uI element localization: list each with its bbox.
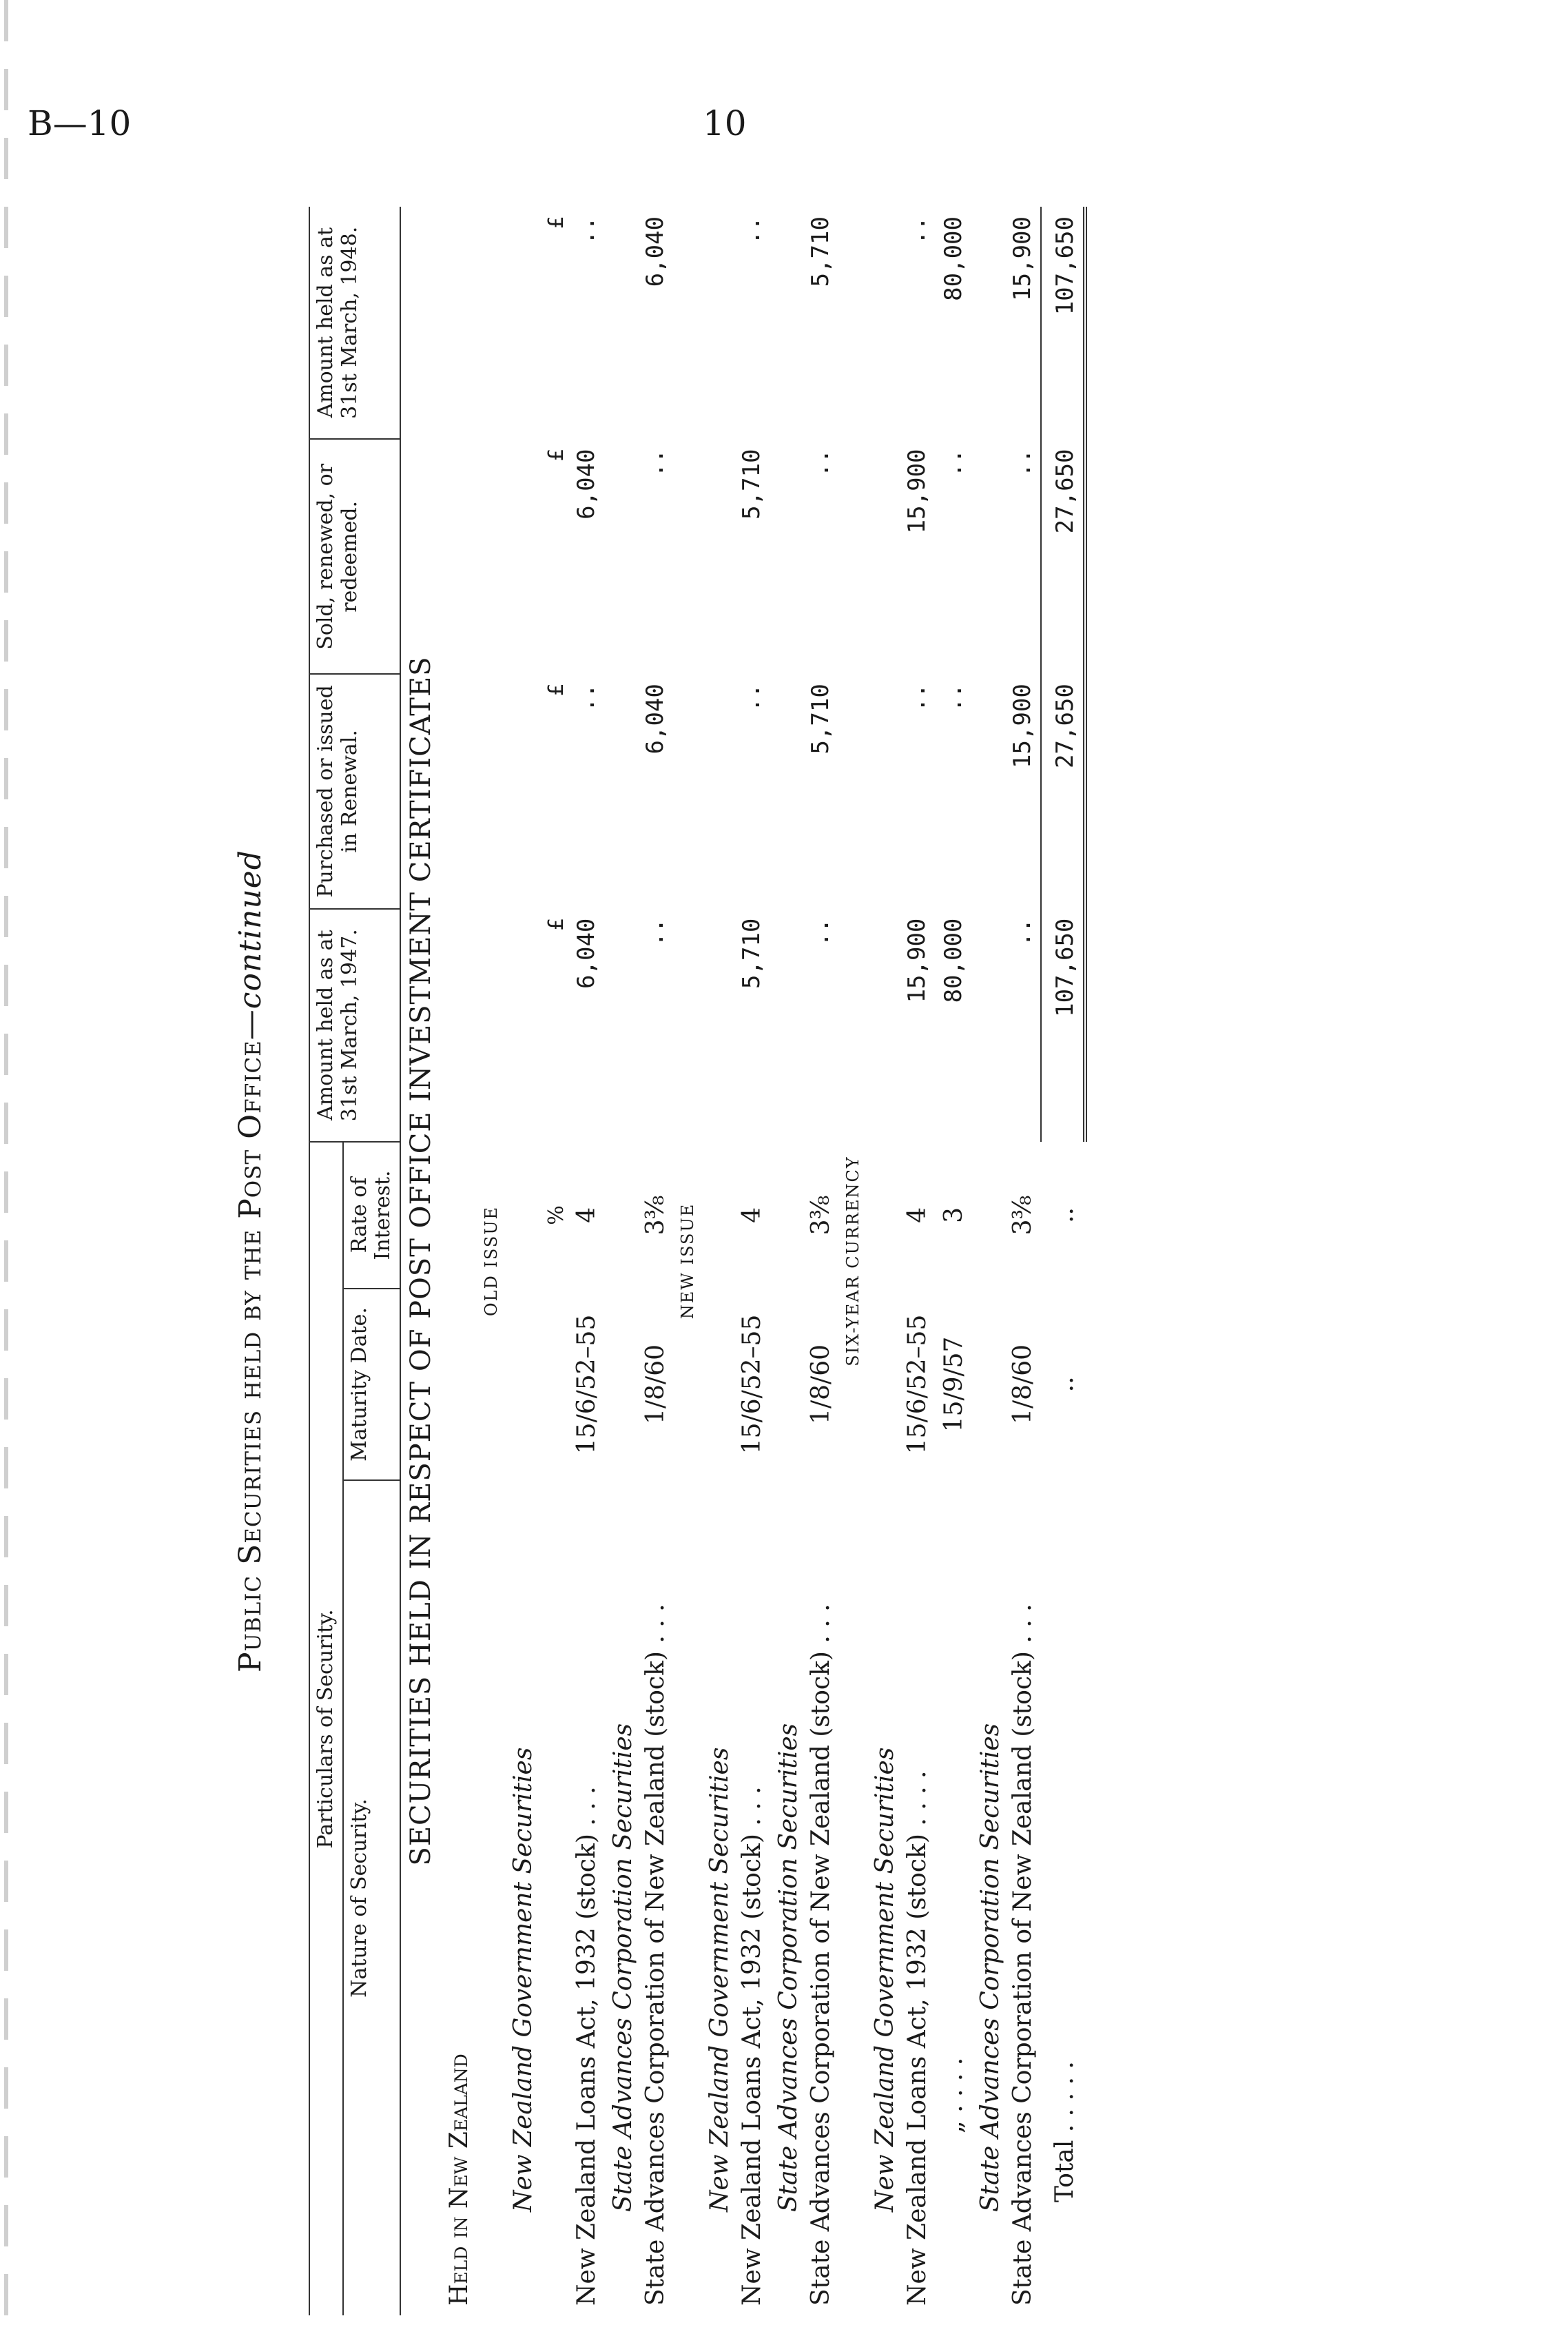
particulars-header: Particulars of Security.: [309, 1142, 343, 2315]
rotated-table-region: [233, 207, 1280, 2315]
issue-heading-six-year: SIX-YEAR CURRENCY: [843, 1156, 863, 1366]
page-edge: [4, 0, 8, 2325]
page-number: 10: [703, 103, 747, 143]
table-row: New Zealand Loans Act, 1932 (stock) . . . . 15/6/52–55 4 15,900 .. 15,900 ..: [902, 216, 931, 2306]
table-row: New Zealand Loans Act, 1932 (stock) . . . 15/6/52–55 4 6,040 .. 6,040 ..: [572, 216, 601, 2306]
issue-heading-new: NEW ISSUE: [677, 1202, 697, 1320]
page-reference: B—10: [28, 103, 132, 143]
nature-header: Nature of Security.: [343, 1480, 400, 2315]
total-held-1948: 107,650: [1041, 207, 1085, 439]
table-title: Public Securities held by the Post Office—continued: [233, 850, 268, 1672]
held-1947-header: Amount held as at 31st March, 1947.: [309, 909, 400, 1142]
total-purchased: 27,650: [1041, 674, 1085, 908]
securities-table: [309, 207, 1087, 2315]
table-row: New Zealand Loans Act, 1932 (stock) . . . 15/6/52–55 4 5,710 .. 5,710 ..: [737, 216, 766, 2306]
table-row: State Advances Corporation of New Zealand (stock) . . . 1/8/60 3⅜ .. 6,040 .. 6,040: [641, 216, 670, 2306]
total-sold: 27,650: [1041, 439, 1085, 674]
issue-heading-old: OLD ISSUE: [481, 1205, 501, 1317]
rate-header: Rate of Interest.: [343, 1142, 400, 1289]
category-row: New Zealand Government Securities: [705, 1747, 734, 2212]
category-row: New Zealand Government Securities: [508, 1747, 537, 2212]
sold-header: Sold, renewed, or redeemed.: [309, 439, 400, 674]
maturity-header: Maturity Date.: [343, 1289, 400, 1480]
section-heading: SECURITIES HELD IN RESPECT OF POST OFFICE INVESTMENT CERTIFICATES: [404, 656, 437, 1866]
table-row: „ . . . . 15/9/57 3 80,000 .. .. 80,000: [939, 216, 968, 2133]
category-row: State Advances Corporation Securities: [774, 1723, 803, 2212]
total-held-1947: 107,650: [1041, 909, 1085, 1142]
page-header: [28, 103, 1529, 158]
subsection-heading: Held in New Zealand: [444, 2053, 473, 2306]
purchased-header: Purchased or issued in Renewal.: [309, 674, 400, 908]
table-row: State Advances Corporation of New Zealand (stock) . . . 1/8/60 3⅜ .. 15,900 .. 15,900: [1008, 216, 1037, 2306]
held-1948-header: Amount held as at 31st March, 1948.: [309, 207, 400, 439]
category-row: State Advances Corporation Securities: [976, 1723, 1004, 2212]
total-row: Total . . . . . .. .. 107,650 27,650 27,650 107,650: [1041, 207, 1085, 2315]
unit-row: % £ £ £ £: [544, 216, 568, 1225]
category-row: New Zealand Government Securities: [870, 1747, 899, 2212]
table-row: State Advances Corporation of New Zealand (stock) . . . 1/8/60 3⅜ .. 5,710 .. 5,710: [806, 216, 835, 2306]
category-row: State Advances Corporation Securities: [608, 1723, 637, 2212]
